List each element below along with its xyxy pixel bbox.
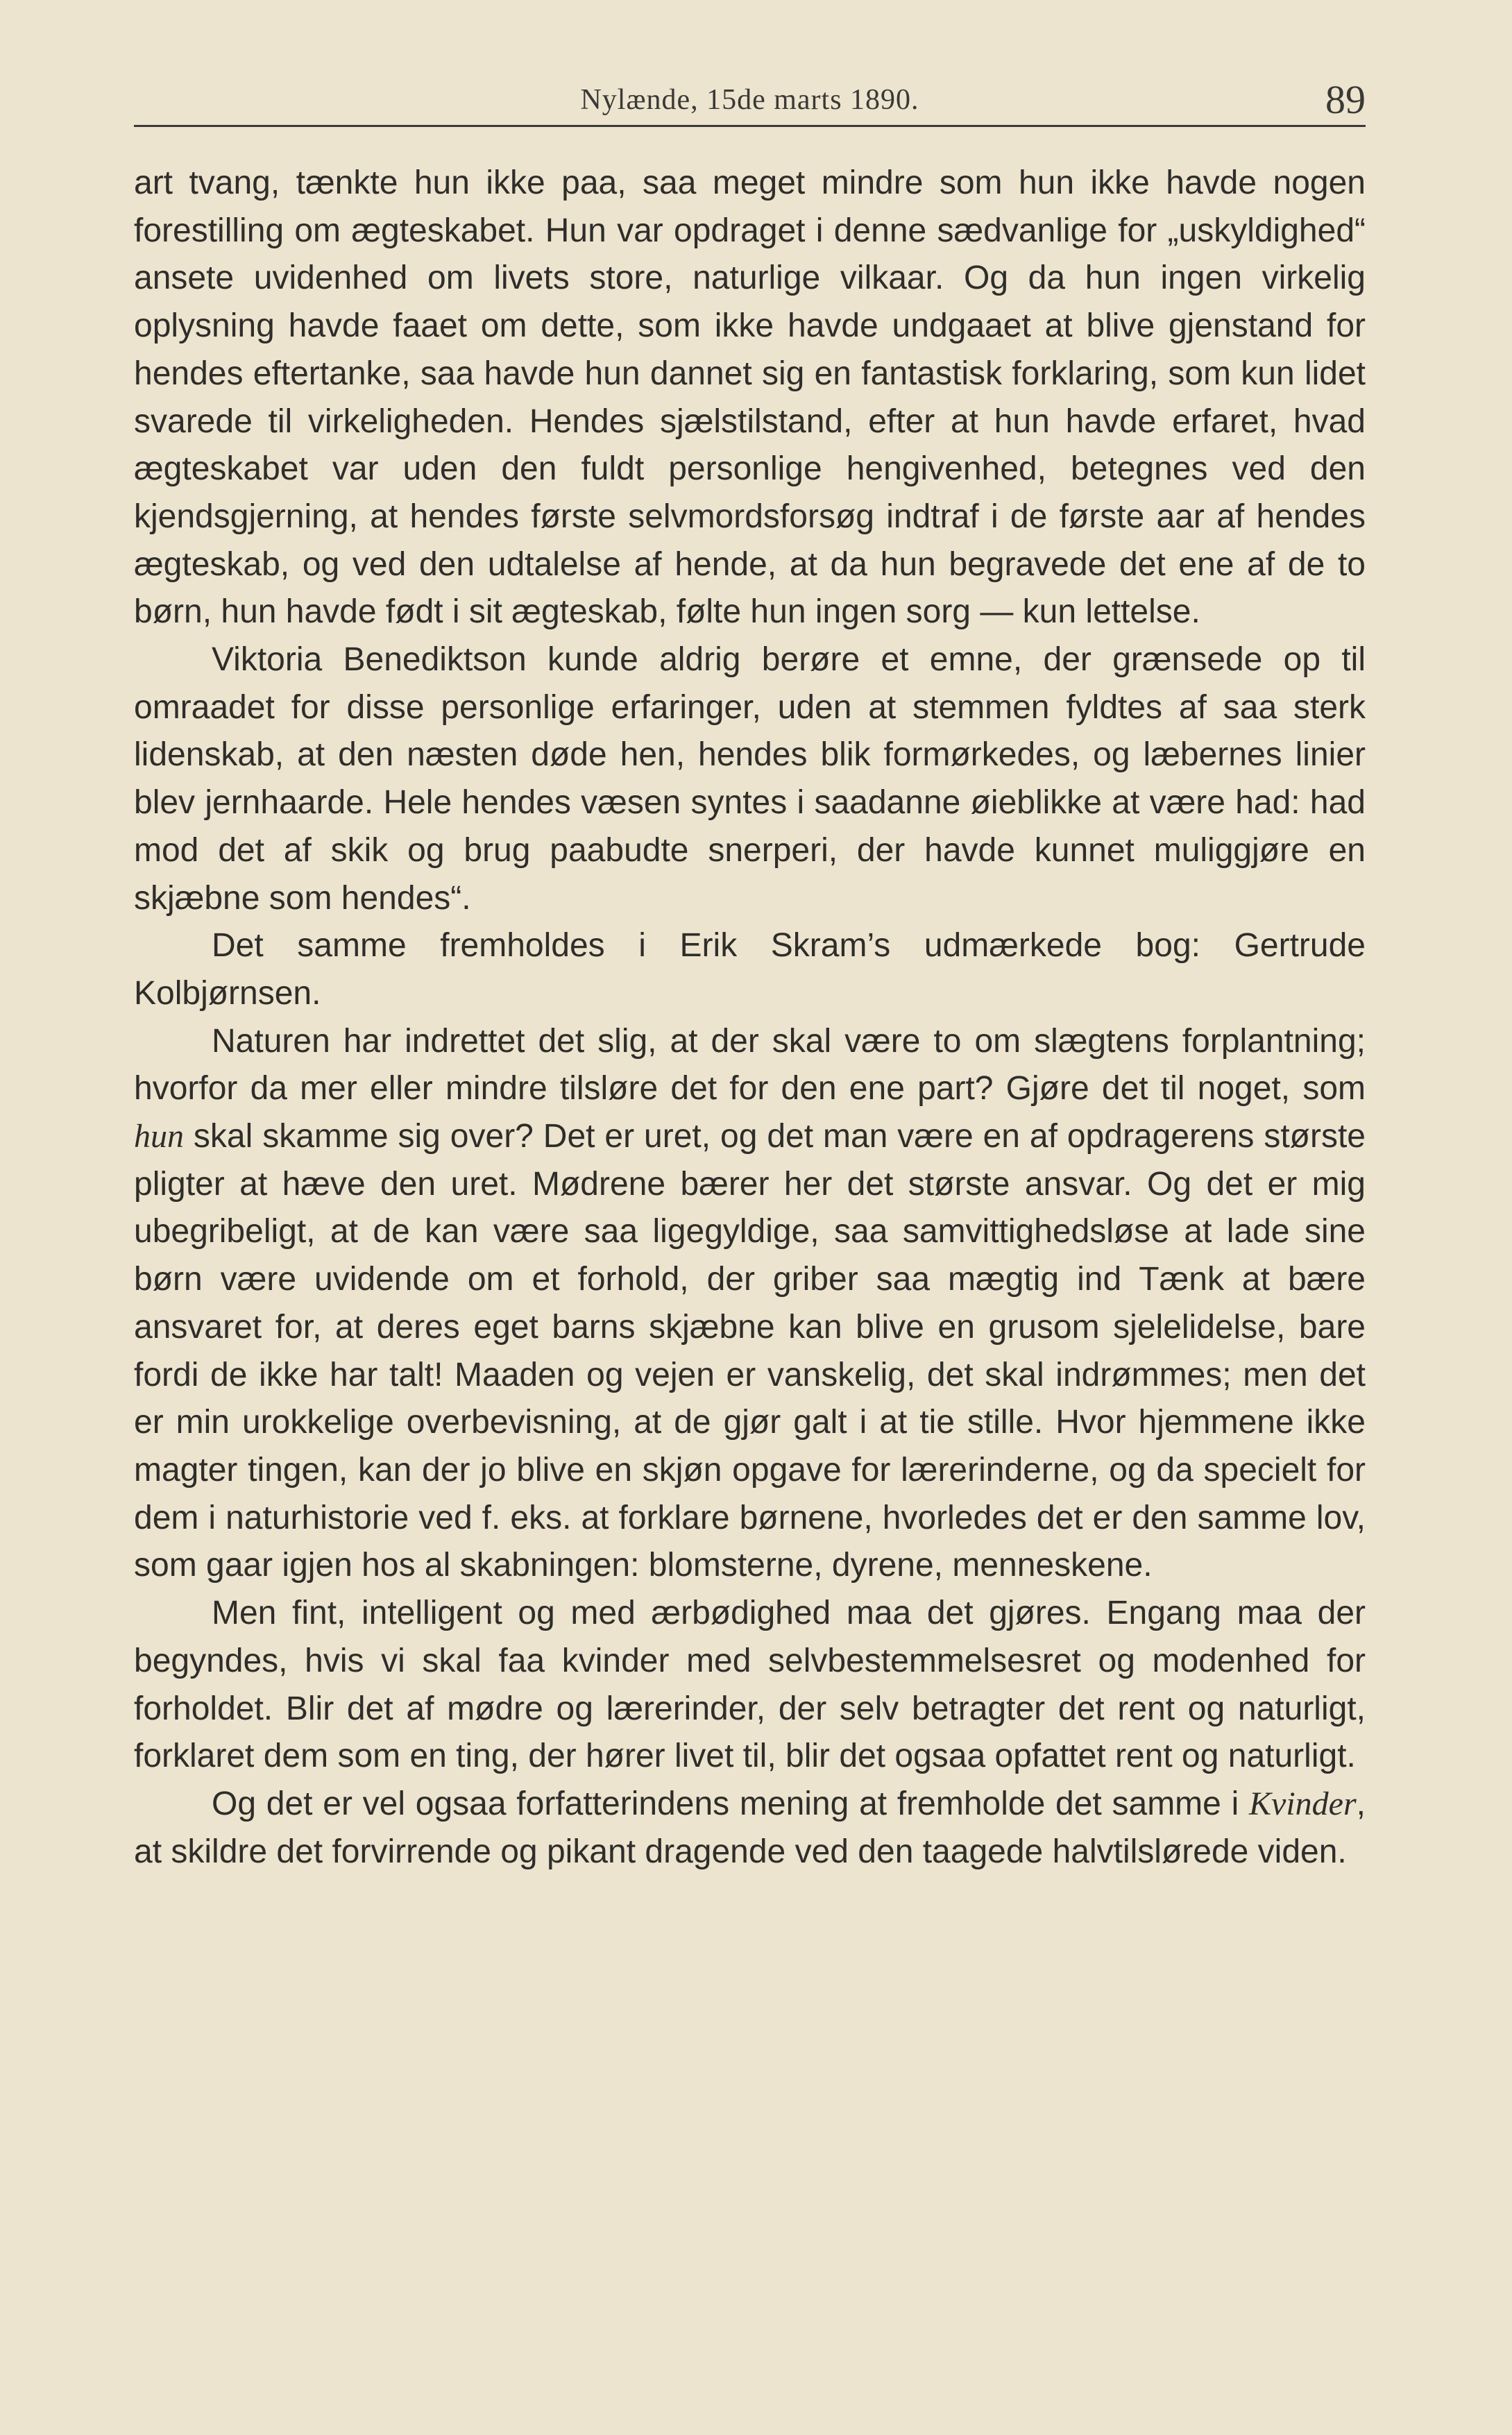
paragraph-text: art tvang, tænkte hun ikke paa, saa meget mindre som hun ikke havde nogen forestilling om ægteskabet. Hun var opdraget i denne sædvanlige for „uskyldighed“ ansete uvidenhed om livets store, naturlige vilkaar. Og da hun ingen virkelig oplysning havde faaet om dette, som ikke havde undgaaet at blive gjenstand for hendes eftertanke, saa havde hun dannet sig en fantastisk forklaring, som kun lidet svarede til virkeligheden. Hendes sjælstilstand, efter at hun havde erfaret, hvad ægteskabet var uden den fuldt personlige hengivenhed, betegnes ved den kjendsgjerning, at hendes første selvmordsforsøg indtraf i de første aar af hendes ægteskab, og ved den udtalelse af hende, at da hun begravede det ene af de to børn, hun havde født i sit ægteskab, følte hun ingen sorg — kun lettelse. — [134, 164, 1366, 631]
italic-title: Kvinder — [1249, 1785, 1357, 1822]
paragraph-text: Men fint, intelligent og med ærbødighed maa det gjøres. Engang maa der begyndes, hvis vi skal faa kvinder med selvbestemmelsesret og modenhed for forholdet. Blir det af mødre og lærerinder, der selv betragter det rent og naturligt, forklaret dem som en ting, der hører livet til, blir det ogsaa opfattet rent og naturligt. — [134, 1595, 1366, 1775]
paragraph-text: Og det er vel ogsaa forfatterindens mening at fremholde det samme i — [212, 1785, 1250, 1822]
paragraph-4 — [134, 1018, 1366, 1590]
paragraph-text: skal skamme sig over? Det er uret, og det man være en af opdragerens største pligter at hæve den uret. Mødrene bærer her det største ansvar. Og det er mig ubegribeligt, at de kan være saa ligegyldige, saa samvittighedsløse at lade sine børn være uvidende om et forhold, der griber saa mægtig ind Tænk at bære ansvaret for, at deres eget barns skjæbne kan blive en grusom sjelelidelse, bare fordi de ikke har talt! Maaden og vejen er vanskelig, det skal indrømmes; men det er min urokkelige overbevisning, at de gjør galt i at tie stille. Hvor hjemmene ikke magter tingen, kan der jo blive en skjøn opgave for lærerinderne, og da specielt for dem i naturhistorie ved f. eks. at forklare børnene, hvorledes det er den samme lov, som gaar igjen hos al skabningen: blomsterne, dyrene, menneskene. — [134, 1118, 1366, 1584]
running-title: Nylænde, 15de marts 1890. — [580, 84, 919, 116]
paragraph-text: Naturen har indrettet det slig, at der skal være to om slægtens forplantning; hvorfor da mer eller mindre tilsløre det for den ene part? Gjøre det til noget, som — [134, 1022, 1366, 1108]
page-number: 89 — [1325, 77, 1366, 122]
paragraph-text: Viktoria Benediktson kunde aldrig berøre et emne, der grænsede op til omraadet for disse personlige erfaringer, uden at stemmen fyldtes af saa sterk lidenskab, at den næsten døde hen, hendes blik formørkedes, og læbernes linier blev jernhaarde. Hele hendes væsen syntes i saadanne øieblikke at være had: had mod det af skik og brug paabudte snerperi, der havde kunnet muliggjøre en skjæbne som hendes“. — [134, 641, 1366, 917]
running-header — [134, 75, 1366, 127]
body-text — [134, 160, 1366, 1876]
paragraph-6 — [134, 1781, 1366, 1876]
paragraph-text: , at skildre det forvirrende og pikant dragende ved den taagede halvtilslørede viden. — [134, 1785, 1366, 1870]
paragraph-1 — [134, 160, 1366, 636]
paragraph-text: Det samme fremholdes i Erik Skram’s udmærkede bog: Gertrude Kolbjørnsen. — [134, 927, 1366, 1012]
paragraph-3 — [134, 922, 1366, 1017]
paragraph-5 — [134, 1590, 1366, 1781]
paragraph-2 — [134, 636, 1366, 922]
italic-emphasis: hun — [134, 1118, 184, 1155]
